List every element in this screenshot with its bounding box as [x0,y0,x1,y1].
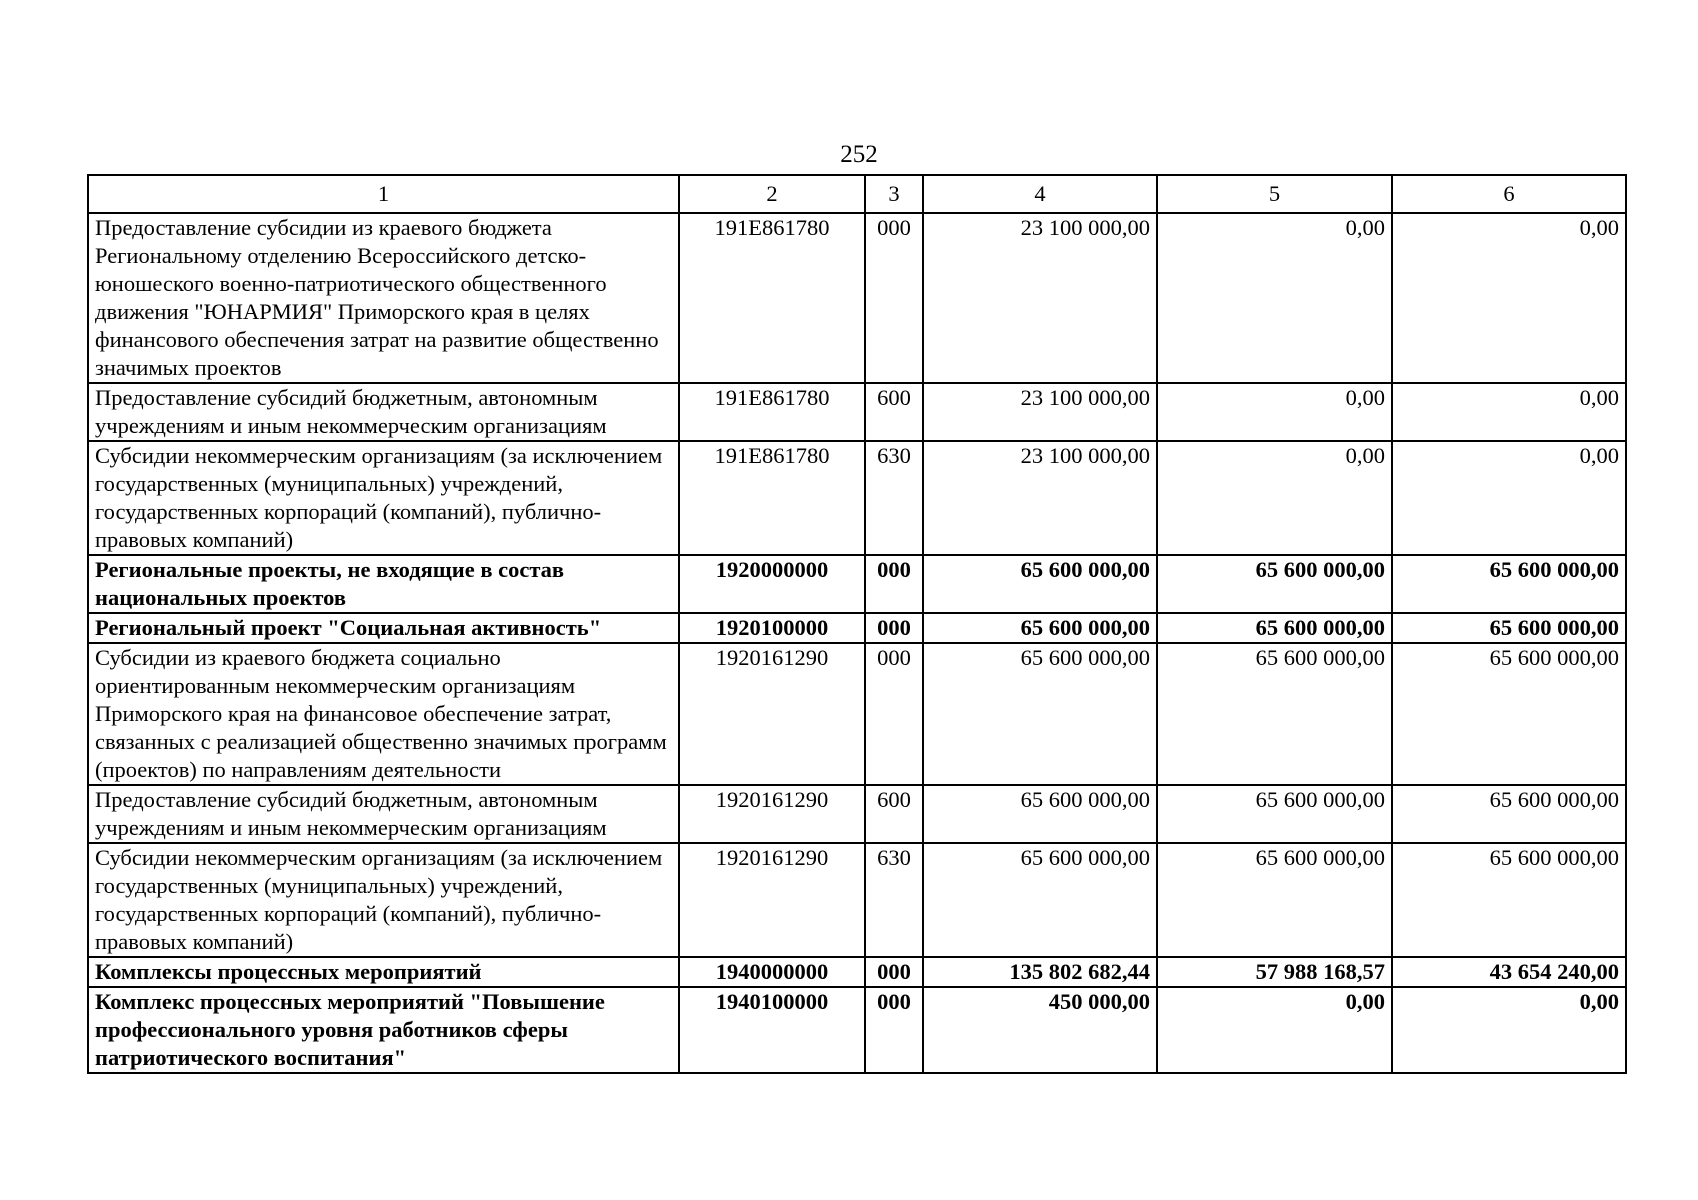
row-code: 1920161290 [679,643,865,785]
row-amount-5: 0,00 [1157,213,1392,383]
row-amount-4: 65 600 000,00 [923,613,1157,643]
row-type: 630 [865,441,923,555]
row-amount-4: 65 600 000,00 [923,843,1157,957]
row-name: Комплексы процессных мероприятий [88,957,679,987]
row-amount-6: 0,00 [1392,441,1626,555]
table-row [88,843,1626,957]
row-name: Предоставление субсидий бюджетным, автономным учреждениям и иным некоммерческим организациям [88,383,679,441]
row-amount-5: 0,00 [1157,383,1392,441]
row-code: 1940000000 [679,957,865,987]
row-amount-5: 65 600 000,00 [1157,843,1392,957]
header-cell-4: 4 [923,175,1157,213]
row-amount-4: 23 100 000,00 [923,441,1157,555]
table-row [88,213,1626,383]
row-amount-4: 450 000,00 [923,987,1157,1073]
row-name: Субсидии некоммерческим организациям (за исключением государственных (муниципальных) учреждений, государственных корпораций (компаний), публично-правовых компаний) [88,843,679,957]
row-amount-6: 65 600 000,00 [1392,643,1626,785]
table-row [88,785,1626,843]
row-type: 600 [865,383,923,441]
table-row [88,957,1626,987]
row-amount-5: 0,00 [1157,987,1392,1073]
row-type: 000 [865,613,923,643]
row-amount-4: 23 100 000,00 [923,383,1157,441]
row-code: 191E861780 [679,213,865,383]
table-row [88,441,1626,555]
row-amount-5: 65 600 000,00 [1157,643,1392,785]
row-amount-6: 0,00 [1392,383,1626,441]
table-row [88,643,1626,785]
row-type: 000 [865,555,923,613]
row-code: 1920100000 [679,613,865,643]
row-amount-4: 65 600 000,00 [923,785,1157,843]
budget-table [87,174,1627,1074]
table-row [88,987,1626,1073]
row-amount-5: 65 600 000,00 [1157,555,1392,613]
row-amount-4: 23 100 000,00 [923,213,1157,383]
row-code: 1920161290 [679,785,865,843]
row-amount-5: 57 988 168,57 [1157,957,1392,987]
row-amount-6: 65 600 000,00 [1392,785,1626,843]
row-type: 000 [865,643,923,785]
row-name: Предоставление субсидии из краевого бюджета Региональному отделению Всероссийского детско-юношеского военно-патриотического общественного движения "ЮНАРМИЯ" Приморского края в целях финансового обеспечения затрат на развитие общественно значимых проектов [88,213,679,383]
row-amount-5: 0,00 [1157,441,1392,555]
row-type: 000 [865,957,923,987]
page-number: 252 [840,141,878,168]
row-type: 000 [865,213,923,383]
row-amount-6: 0,00 [1392,987,1626,1073]
row-name: Региональный проект "Социальная активность" [88,613,679,643]
row-amount-6: 43 654 240,00 [1392,957,1626,987]
row-amount-6: 65 600 000,00 [1392,555,1626,613]
row-name: Региональные проекты, не входящие в состав национальных проектов [88,555,679,613]
row-name: Комплекс процессных мероприятий "Повышение профессионального уровня работников сферы патриотического воспитания" [88,987,679,1073]
row-name: Предоставление субсидий бюджетным, автономным учреждениям и иным некоммерческим организациям [88,785,679,843]
row-amount-4: 65 600 000,00 [923,643,1157,785]
row-amount-5: 65 600 000,00 [1157,785,1392,843]
row-code: 1940100000 [679,987,865,1073]
header-cell-1: 1 [88,175,679,213]
row-amount-6: 65 600 000,00 [1392,843,1626,957]
row-type: 000 [865,987,923,1073]
row-code: 191E861780 [679,441,865,555]
row-name: Субсидии из краевого бюджета социально ориентированным некоммерческим организациям Приморского края на финансовое обеспечение затрат, связанных с реализацией общественно значимых программ (проектов) по направлениям деятельности [88,643,679,785]
row-code: 1920161290 [679,843,865,957]
row-code: 1920000000 [679,555,865,613]
header-cell-5: 5 [1157,175,1392,213]
header-cell-6: 6 [1392,175,1626,213]
header-row [88,175,1626,213]
row-amount-5: 65 600 000,00 [1157,613,1392,643]
row-type: 630 [865,843,923,957]
row-amount-4: 65 600 000,00 [923,555,1157,613]
header-cell-2: 2 [679,175,865,213]
row-name: Субсидии некоммерческим организациям (за исключением государственных (муниципальных) учреждений, государственных корпораций (компаний), публично-правовых компаний) [88,441,679,555]
table-row [88,383,1626,441]
table-row [88,613,1626,643]
row-amount-6: 0,00 [1392,213,1626,383]
row-type: 600 [865,785,923,843]
table-row [88,555,1626,613]
row-code: 191E861780 [679,383,865,441]
row-amount-4: 135 802 682,44 [923,957,1157,987]
header-cell-3: 3 [865,175,923,213]
row-amount-6: 65 600 000,00 [1392,613,1626,643]
